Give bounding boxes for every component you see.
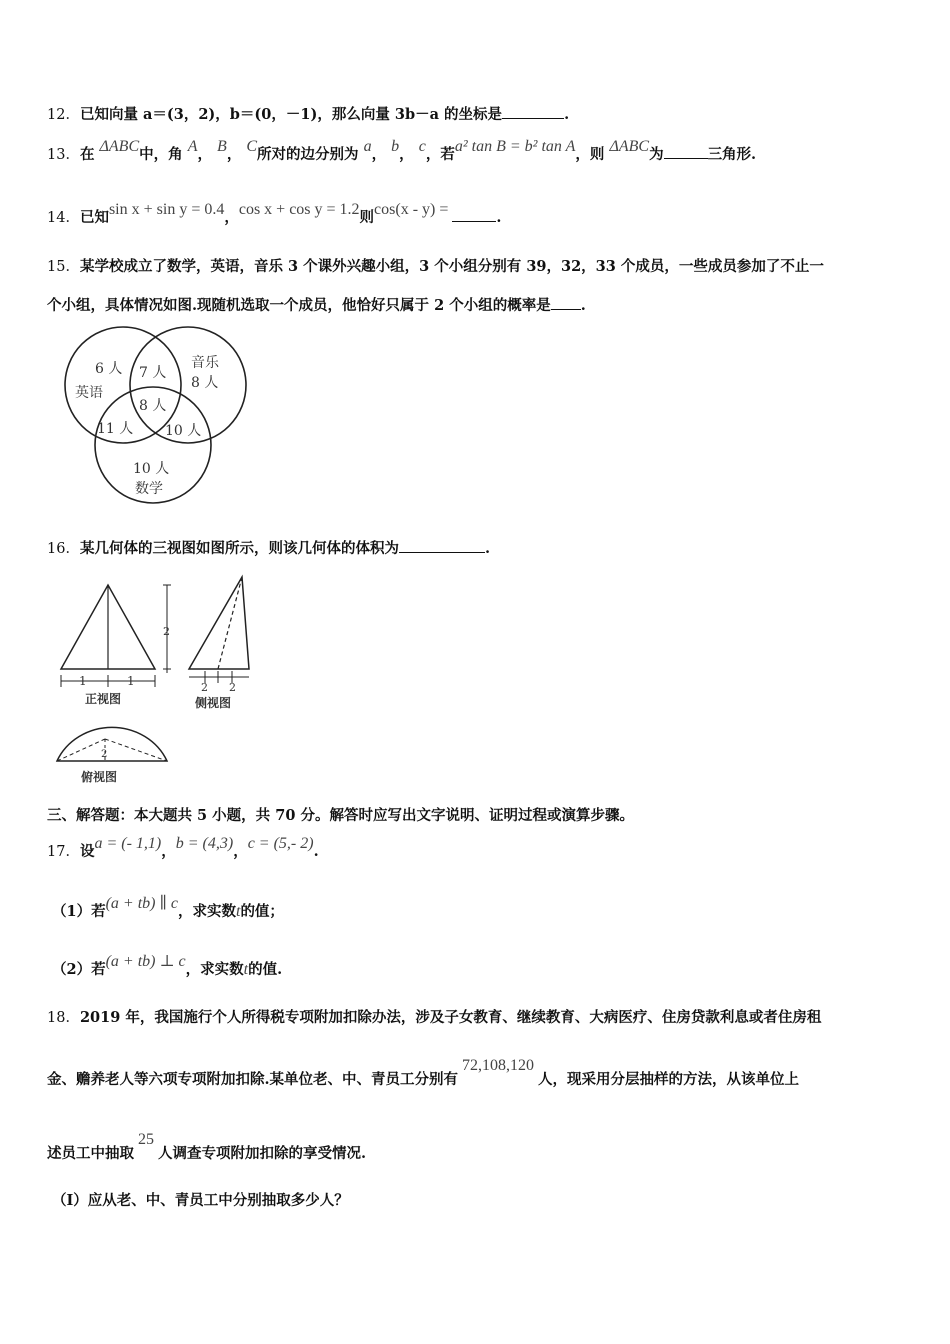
side-dim-1: 2 [201, 681, 208, 694]
q13-text-5: ，则 [575, 146, 605, 163]
venn-english-label: 英语 [75, 385, 103, 401]
q12-text: 已知向量 a＝(3，2)，b＝(0，－1)，那么向量 3b－a 的坐标是 [79, 106, 503, 123]
q13-equation: a² tan B = b² tan A [454, 138, 576, 155]
venn-english-only: 6 人 [95, 361, 123, 377]
q14-end: . [496, 209, 502, 226]
venn-music-math: 10 人 [165, 423, 202, 439]
q17-part2-text: ，求实数 [185, 961, 244, 978]
question-15-line-1 [47, 255, 824, 276]
question-18-line-1 [47, 1006, 821, 1027]
q17-part-2 [52, 953, 283, 979]
q13-text-3: 所对的边分别为 [257, 146, 359, 163]
q17-part2-t: t [243, 961, 249, 978]
height-label: 2 [163, 625, 170, 638]
q17-part1-text-2: 的值； [240, 903, 284, 920]
q18-text-2a: 金、赡养老人等六项专项附加扣除.某单位老、中、青员工分别有 [47, 1071, 459, 1088]
venn-diagram [55, 325, 255, 510]
venn-math-label: 数学 [135, 481, 163, 497]
venn-math-only: 10 人 [133, 461, 170, 477]
side-dim-2: 2 [229, 681, 236, 694]
q12-answer-blank [502, 104, 564, 119]
q17-part2-text-2: 的值. [248, 961, 283, 978]
section-3-heading [47, 804, 634, 825]
q13-side-c: c [418, 138, 426, 155]
q18-text-1: 2019 年，我国施行个人所得税专项附加扣除办法，涉及子女教育、继续教育、大病医疗、住房贷款利息或者住房租 [79, 1009, 822, 1026]
q14-number: 14． [47, 210, 80, 226]
front-view-label: 正视图 [85, 692, 122, 706]
section-3-text: 三、解答题：本大题共 5 小题，共 70 分。解答时应写出文字说明、证明过程或演算步骤。 [47, 807, 634, 824]
q16-number: 16． [47, 541, 80, 557]
top-view-label: 俯视图 [81, 770, 118, 784]
venn-music-only: 8 人 [191, 375, 219, 391]
q18-number: 18． [47, 1010, 80, 1026]
q17-part2-label: （2）若 [52, 961, 106, 978]
venn-all-three: 8 人 [139, 398, 167, 414]
q17-part1-label: （1）若 [52, 903, 106, 920]
side-view-label: 侧视图 [195, 696, 232, 710]
q13-text-6: 为 [649, 146, 664, 163]
question-18-line-3 [47, 1131, 367, 1163]
q14-equation-2: cos x + cos y = 1.2 [238, 201, 360, 218]
q13-answer-blank [664, 144, 708, 159]
q15-text-1: 某学校成立了数学，英语，音乐 3 个课外兴趣小组，3 个小组分别有 39，32，33 个成员，一些成员参加了不止一 [79, 258, 824, 275]
q18-part-1 [52, 1189, 349, 1210]
q14-text-2: 则 [359, 209, 375, 226]
q13-side-b: b [391, 138, 400, 155]
venn-english-music: 7 人 [139, 365, 167, 381]
q13-angle-b: B [217, 138, 227, 155]
three-views-figure [45, 565, 260, 790]
question-13: 13．在 ΔABC中，角 A， B， C所对的边分别为 a， b， c，若a² tan B = b² tan A，则 ΔABC为 三角形. [47, 138, 757, 163]
q13-number: 13． [47, 147, 80, 163]
q13-text-1: 在 [79, 146, 95, 163]
question-16 [47, 537, 490, 558]
q13-text-2: 中，角 [139, 146, 183, 163]
front-dim-1: 1 [79, 674, 87, 688]
q16-end: . [484, 540, 491, 557]
q13-side-a: a [363, 138, 372, 155]
question-12 [47, 103, 569, 124]
q17-number: 17． [47, 844, 80, 860]
q13-triangle-2: ΔABC [609, 138, 650, 155]
q16-answer-blank [399, 538, 485, 553]
q12-end: . [564, 106, 570, 123]
q17-vector-c: c = (5,- 2) [247, 835, 314, 852]
q13-angle-c: C [246, 138, 258, 155]
q17-vector-b: b = (4,3) [175, 835, 234, 852]
q16-text: 某几何体的三视图如图所示，则该几何体的体积为 [79, 540, 399, 557]
q18-counts: 72,108,120 [462, 1057, 535, 1074]
q18-sample-size: 25 [138, 1131, 154, 1148]
q17-end: . [313, 843, 319, 860]
q17-part1-text: ，求实数 [177, 903, 236, 920]
question-17 [47, 835, 319, 861]
q14-answer-blank [452, 207, 496, 222]
q17-vector-a: a = (- 1,1) [94, 835, 162, 852]
top-view-semicircle [57, 727, 167, 761]
q14-equation-1: sin x + sin y = 0.4 [108, 201, 225, 218]
q17-part1-t: t [235, 903, 241, 920]
q17-text-1: 设 [79, 843, 95, 860]
front-dim-2: 1 [127, 674, 135, 688]
top-dim: 2 [101, 749, 108, 760]
q17-sep-1: ， [161, 843, 176, 860]
question-18-line-2 [47, 1057, 800, 1089]
question-15-line-2 [47, 294, 586, 315]
q14-separator: ， [224, 209, 239, 226]
q17-sep-2: ， [233, 843, 248, 860]
question-14 [47, 201, 502, 227]
q18-text-3b: 人调查专项附加扣除的享受情况. [158, 1145, 367, 1162]
q13-text-4: ，若 [425, 146, 455, 163]
q15-number: 15． [47, 259, 80, 275]
venn-english-math: 11 人 [97, 421, 134, 437]
side-view-triangle [189, 577, 249, 669]
q17-part1-expression: (a + tb) ∥ c [105, 895, 178, 912]
q13-text-7: 三角形. [707, 146, 757, 163]
q14-text-1: 已知 [79, 209, 109, 226]
q17-part-1 [52, 895, 284, 921]
q12-number: 12． [47, 107, 80, 123]
q13-angle-a: A [187, 138, 198, 155]
q18-text-3a: 述员工中抽取 [47, 1145, 134, 1162]
q18-text-2b: 人，现采用分层抽样的方法，从该单位上 [538, 1071, 800, 1088]
q18-part1-text: （Ⅰ）应从老、中、青员工中分别抽取多少人？ [52, 1192, 349, 1209]
q15-answer-blank [551, 295, 581, 310]
q15-end: . [580, 297, 586, 314]
q17-part2-expression: (a + tb) ⊥ c [105, 953, 186, 970]
q15-text-2: 个小组，具体情况如图.现随机选取一个成员，他恰好只属于 2 个小组的概率是 [47, 297, 551, 314]
q13-triangle: ΔABC [99, 138, 140, 155]
venn-music-label: 音乐 [191, 355, 219, 371]
q14-equation-3: cos(x - y) = [374, 201, 449, 218]
